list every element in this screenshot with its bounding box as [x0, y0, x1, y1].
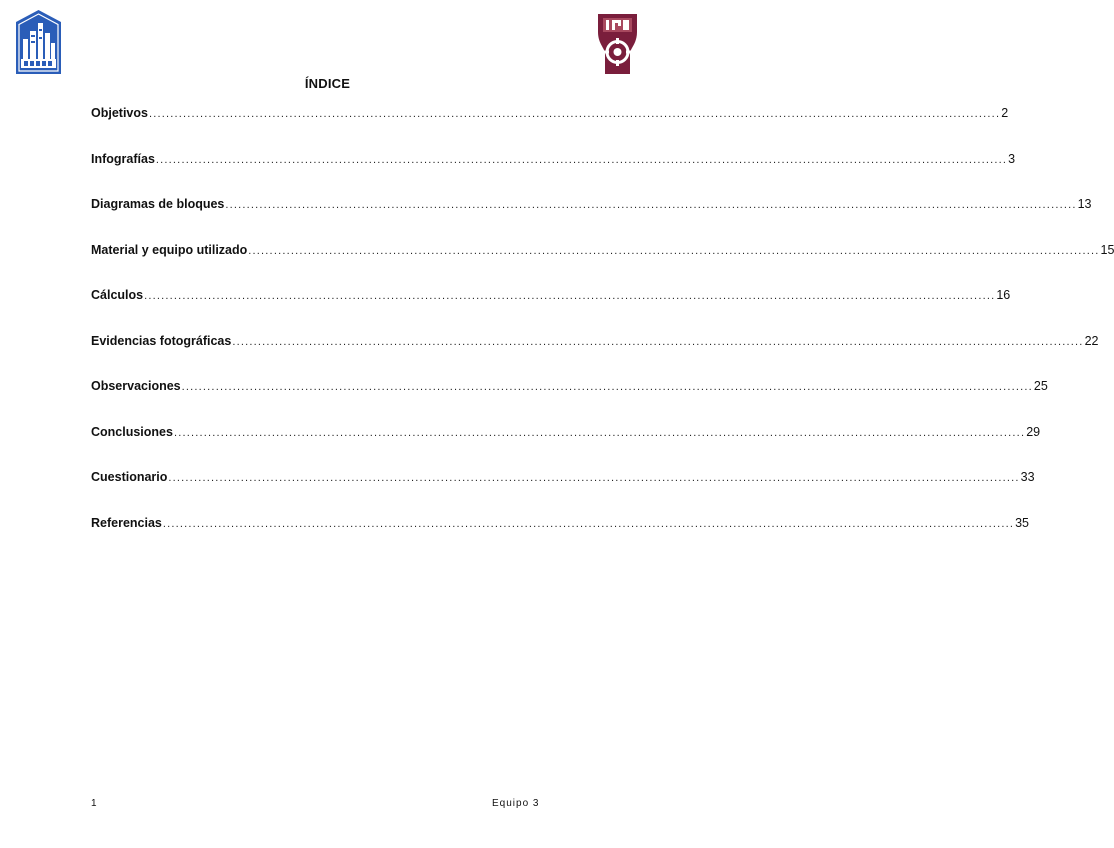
toc-entry-page: 16 [996, 288, 1011, 302]
toc-leader-dots: ........................................................................................................................................................................................................ [148, 108, 1001, 120]
toc-entry[interactable] [91, 470, 1035, 516]
toc-entry-label: Diagramas de bloques [91, 197, 225, 211]
toc-leader-dots: ........................................................................................................................................................................................................ [155, 153, 1008, 166]
toc-leader-dots: ........................................................................................................................................................................................................ [181, 381, 1033, 393]
footer-team-name: Equipo 3 [492, 798, 540, 809]
esiqie-logo-icon [15, 9, 62, 75]
toc-entry-label: Conclusiones [91, 424, 173, 439]
toc-entry-label: Cuestionario [91, 470, 168, 484]
toc-entry[interactable] [91, 242, 1114, 289]
toc-leader-dots: ........................................................................................................................................................................................................ [144, 290, 996, 302]
toc-entry-page: 22 [1084, 333, 1099, 348]
toc-entry[interactable] [91, 288, 1011, 334]
toc-entry-label: Referencias [91, 515, 162, 530]
toc-entry-page: 25 [1033, 379, 1048, 393]
table-of-contents [91, 106, 1114, 561]
toc-leader-dots: ........................................................................................................................................................................................................ [248, 244, 1100, 257]
toc-leader-dots: ........................................................................................................................................................................................................ [232, 335, 1084, 348]
toc-entry-page: 3 [1008, 151, 1016, 166]
toc-entry[interactable] [91, 197, 1092, 243]
toc-entry-page: 13 [1077, 197, 1092, 211]
toc-entry-label: Observaciones [91, 379, 181, 393]
toc-entry-page: 2 [1001, 106, 1009, 120]
ipn-logo-icon [594, 8, 641, 80]
toc-entry-page: 29 [1026, 424, 1041, 439]
page-title: ÍNDICE [304, 76, 351, 91]
toc-entry-label: Cálculos [91, 288, 144, 302]
toc-entry[interactable] [91, 379, 1048, 425]
toc-leader-dots: ........................................................................................................................................................................................................ [162, 517, 1015, 530]
toc-entry-label: Infografías [91, 151, 155, 166]
toc-entry[interactable] [91, 515, 1030, 562]
toc-entry[interactable] [91, 151, 1016, 198]
toc-entry-page: 15 [1100, 242, 1114, 257]
toc-leader-dots: ........................................................................................................................................................................................................ [225, 199, 1077, 211]
toc-entry-label: Evidencias fotográficas [91, 333, 232, 348]
toc-entry-label: Material y equipo utilizado [91, 242, 248, 257]
footer-page-number: 1 [91, 798, 97, 809]
toc-entry-label: Objetivos [91, 106, 148, 120]
toc-leader-dots: ........................................................................................................................................................................................................ [168, 472, 1020, 484]
toc-entry-page: 33 [1020, 470, 1035, 484]
toc-entry[interactable] [91, 106, 1009, 152]
toc-entry[interactable] [91, 424, 1041, 471]
toc-leader-dots: ........................................................................................................................................................................................................ [173, 426, 1026, 439]
toc-entry[interactable] [91, 333, 1099, 380]
toc-entry-page: 35 [1015, 515, 1030, 530]
